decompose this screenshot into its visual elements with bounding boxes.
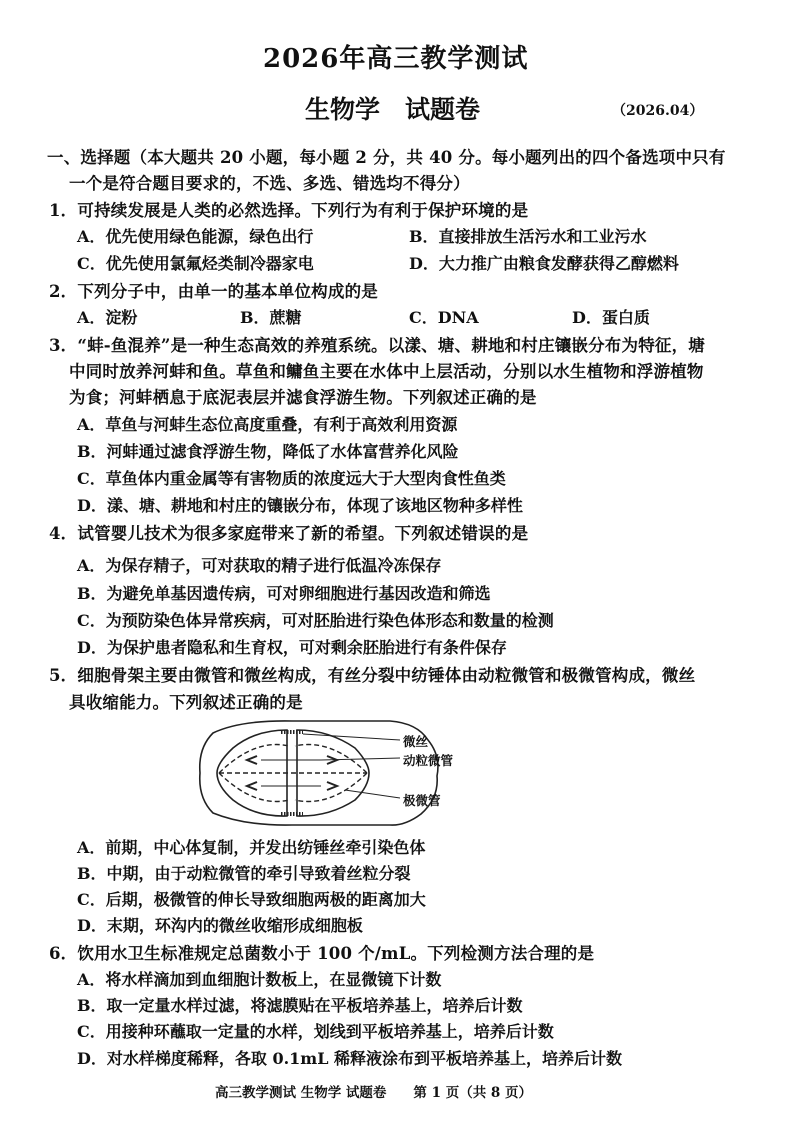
label-polar-microtubule: 极微管 [403, 793, 441, 808]
polar-microtubule [219, 745, 289, 773]
q3-stem-line2: 中同时放养河蚌和鱼。草鱼和鳙鱼主要在水体中上层活动，分别以水生植物和浮游植物 [69, 362, 704, 381]
q5-option-c: C．后期，极微管的伸长导致细胞两极的距离加大 [77, 890, 426, 909]
cell-division-figure [195, 718, 495, 828]
q3-option-a: A．草鱼与河蚌生态位高度重叠，有利于高效利用资源 [77, 415, 458, 434]
q3-stem-line1: 3．“蚌-鱼混养”是一种生态高效的养殖系统。以漾、塘、耕地和村庄镶嵌分布为特征，塘 [49, 336, 706, 355]
chromosome [247, 782, 257, 790]
q4-option-a: A．为保存精子，可对获取的精子进行低温冷冻保存 [77, 556, 442, 575]
section-heading-line1: 一、选择题（本大题共 20 小题，每小题 2 分，共 40 分。每小题列出的四个备选项中只有 [47, 148, 726, 167]
chromosome [247, 756, 257, 764]
q3-option-d: D．漾、塘、耕地和村庄的镶嵌分布，体现了该地区物种多样性 [77, 496, 523, 515]
q4-option-b: B．为避免单基因遗传病，可对卵细胞进行基因改造和筛选 [77, 584, 491, 603]
page-footer: 高三教学测试 生物学 试题卷 第 1 页（共 8 页） [215, 1085, 532, 1101]
q5-stem-line2: 具收缩能力。下列叙述正确的是 [69, 693, 303, 712]
q1-option-d: D．大力推广由粮食发酵获得乙醇燃料 [409, 254, 679, 273]
section-heading-line2: 一个是符合题目要求的，不选、多选、错选均不得分） [69, 174, 470, 193]
label-microfilament: 微丝 [403, 734, 429, 749]
exam-date: （2026.04） [612, 103, 704, 119]
q3-stem-line3: 为食；河蚌栖息于底泥表层并滤食浮游生物。下列叙述正确的是 [69, 388, 537, 407]
q1-option-c: C．优先使用氯氟烃类制冷器家电 [77, 254, 314, 273]
q2-stem: 2．下列分子中，由单一的基本单位构成的是 [49, 282, 378, 301]
exam-subtitle: 生物学 试题卷 [305, 95, 481, 124]
label-kinetochore-microtubule: 动粒微管 [403, 753, 454, 768]
q2-option-b: B．蔗糖 [240, 308, 302, 327]
q4-stem: 4．试管婴儿技术为很多家庭带来了新的希望。下列叙述错误的是 [49, 524, 529, 543]
q2-option-d: D．蛋白质 [572, 308, 650, 327]
q1-option-a: A．优先使用绿色能源，绿色出行 [77, 227, 314, 246]
q4-option-d: D．为保护患者隐私和生育权，可对剩余胚胎进行有条件保存 [77, 638, 507, 657]
q2-option-a: A．淀粉 [77, 308, 138, 327]
q4-option-c: C．为预防染色体异常疾病，可对胚胎进行染色体形态和数量的检测 [77, 611, 554, 630]
q6-stem: 6．饮用水卫生标准规定总菌数小于 100 个/mL。下列检测方法合理的是 [49, 944, 595, 963]
q6-option-d: D．对水样梯度稀释，各取 0.1mL 稀释液涂布到平板培养基上，培养后计数 [77, 1049, 623, 1068]
q5-option-d: D．末期，环沟内的微丝收缩形成细胞板 [77, 916, 363, 935]
q6-option-a: A．将水样滴加到血细胞计数板上，在显微镜下计数 [77, 970, 442, 989]
exam-title: 2026年高三教学测试 [263, 44, 529, 74]
label-leader-microfilament [303, 734, 400, 740]
q6-option-c: C．用接种环蘸取一定量的水样，划线到平板培养基上，培养后计数 [77, 1022, 554, 1041]
q5-option-b: B．中期，由于动粒微管的牵引导致着丝粒分裂 [77, 864, 411, 883]
q2-option-c: C．DNA [409, 308, 479, 327]
q1-stem: 1．可持续发展是人类的必然选择。下列行为有利于保护环境的是 [49, 201, 529, 220]
label-leader-polar [345, 790, 400, 798]
chromosome [327, 782, 337, 790]
q1-option-b: B．直接排放生活污水和工业污水 [409, 227, 647, 246]
q3-option-c: C．草鱼体内重金属等有害物质的浓度远大于大型肉食性鱼类 [77, 469, 506, 488]
q6-option-b: B．取一定量水样过滤，将滤膜贴在平板培养基上，培养后计数 [77, 996, 523, 1015]
q5-option-a: A．前期，中心体复制，并发出纺锤丝牵引染色体 [77, 838, 426, 857]
polar-microtubule [295, 773, 367, 801]
q3-option-b: B．河蚌通过滤食浮游生物，降低了水体富营养化风险 [77, 442, 459, 461]
q5-stem-line1: 5．细胞骨架主要由微管和微丝构成，有丝分裂中纺锤体由动粒微管和极微管构成，微丝 [49, 666, 696, 685]
